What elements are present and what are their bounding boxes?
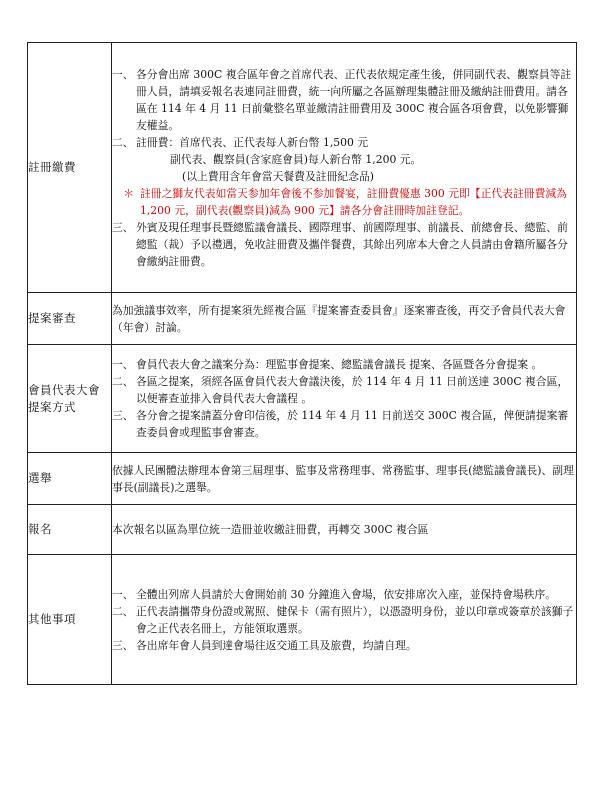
proposal-method-content	[112, 345, 577, 453]
proposal-method-item-3	[112, 407, 576, 441]
other-content	[112, 555, 577, 685]
info-table	[27, 42, 577, 685]
election-label: 選舉	[28, 453, 112, 505]
other-item-2	[112, 603, 576, 637]
item-text: 正代表請攜帶身份證或駕照、健保卡（需有照片），以憑證明身份，並以印章或簽章於該獅子會之正代表名冊上，方能領取選票。	[136, 604, 574, 635]
item-text: 各分會之提案請蓋分會印信後，於 114 年 4 月 11 日前送交 300C 複合區，俾便請提案審查委員會或理監事會審查。	[136, 409, 569, 439]
proposal-review-row	[28, 293, 577, 345]
item-number: 三、	[112, 220, 134, 234]
proposal-method-item-2	[112, 373, 576, 407]
item-text: 註冊費：首席代表、正代表每人新台幣 1,500 元	[136, 135, 369, 149]
election-row	[28, 453, 577, 505]
fee-line-includes: (以上費用含年會當天餐費及註冊紀念品)	[182, 169, 374, 183]
proposal-method-item-1	[112, 356, 576, 373]
note-text: 註冊之獅友代表如當天参加年會後不参加餐宴，註冊費優惠 300 元即【正代表註冊費減為 1,200 元，副代表(觀察員)減為 900 元】請各分會註冊時加註登記。	[140, 186, 567, 217]
item-number: 二、	[112, 135, 134, 149]
other-label: 其他事項	[28, 555, 112, 685]
item-number: 一、	[112, 67, 134, 81]
registration-content	[112, 43, 577, 293]
item-number: 一、	[112, 587, 134, 601]
other-item-3	[112, 637, 576, 654]
item-number: 一、	[112, 358, 134, 371]
other-item-1	[112, 586, 576, 603]
registration-item-1	[112, 66, 576, 134]
item-text: 全體出列席人員請於大會開始前 30 分鐘進入會場，依安排席次入座，並保持會場秩序。	[136, 587, 557, 601]
registration-row	[28, 43, 577, 293]
item-text: 會員代表大會之議案分為：理監事會提案、總監議會議長 提案、各區暨各分會提案 。	[136, 358, 543, 371]
item-number: 二、	[112, 375, 134, 388]
item-number: 三、	[112, 638, 134, 652]
proposal-review-label: 提案審查	[28, 293, 112, 345]
asterisk-icon: ＊	[123, 186, 134, 200]
proposal-method-row	[28, 345, 577, 453]
registration-item-3	[112, 219, 576, 270]
proposal-review-text: 為加強議事效率，所有提案須先經複合區『提案審查委員會』逐案審查後，再交予會員代表大會（年會）討論。	[112, 293, 577, 345]
signup-row	[28, 505, 577, 555]
item-text: 各出席年會人員到達會場往返交通工具及旅費，均請自理。	[136, 638, 417, 652]
item-text: 外賓及現任理事長暨總監議會議長、國際理事、前國際理事、前議長、前總會長、總監、前總監（裁）予以禮遇，免收註冊費及攜伴餐費，其餘出列席本大會之人員請由會籍所屬各分會繳納註冊費。	[136, 220, 568, 268]
signup-label: 報名	[28, 505, 112, 555]
item-number: 二、	[112, 604, 134, 618]
item-text: 各分會出席 300C 複合區年會之首席代表、正代表依規定產生後，併同副代表、觀察員等註冊人員，請填妥報名表連同註冊費，統一向所屬之各區辦理集體註冊及繳納註冊費用。請各區在 114 年 4 月 11 日前彙整名單並繳清註冊費用及 300C 複合區各項會費，以免影響獅友權益。	[136, 67, 572, 132]
election-text: 依據人民團體法辦理本會第三屆理事、監事及常務理事、常務監事、理事長(總監議會議長)、副理事長(副議長)之選舉。	[112, 453, 577, 505]
proposal-method-label: 會員代表大會提案方式	[28, 345, 112, 453]
item-number: 三、	[112, 409, 134, 422]
other-row	[28, 555, 577, 685]
item-text: 各區之提案，須經各區會員代表大會議決後，於 114 年 4 月 11 日前送達 300C 複合區，以便審查並排入會員代表大會議程 。	[136, 375, 569, 405]
registration-label: 註冊繳費	[28, 43, 112, 293]
registration-item-2	[112, 134, 576, 151]
signup-text: 本次報名以區為單位統一造冊並收繳註冊費，再轉交 300C 複合區	[112, 505, 577, 555]
fee-discount-note	[112, 185, 576, 219]
fee-line-deputy: 副代表、觀察員(含家庭會員)每人新台幣 1,200 元。	[170, 152, 422, 166]
